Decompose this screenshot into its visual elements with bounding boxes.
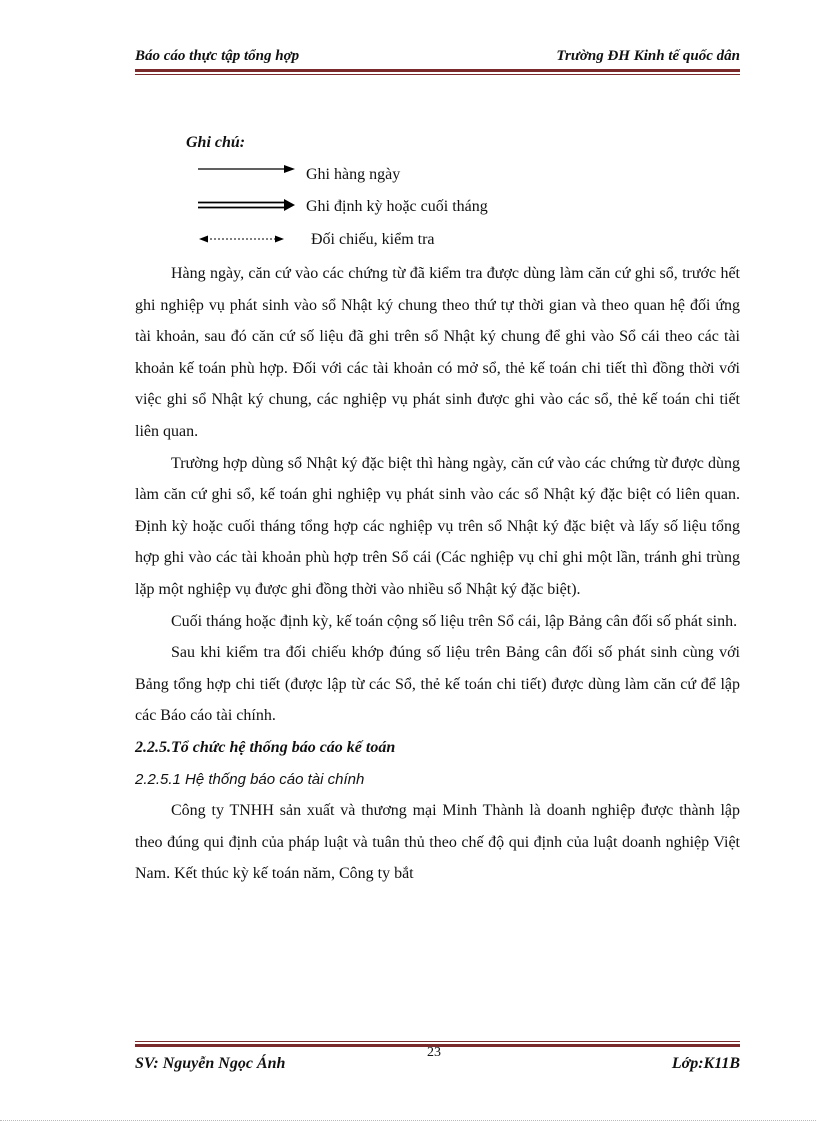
subsection-heading: 2.2.5.1 Hệ thống báo cáo tài chính xyxy=(135,770,365,788)
legend-item-periodic: Ghi định kỳ hoặc cuối tháng xyxy=(306,198,488,215)
page-header xyxy=(135,48,740,68)
paragraph-5: Công ty TNHH sản xuất và thương mại Minh Thành là doanh nghiệp được thành lập theo đúng qui định của pháp luật và tuân thủ theo chế độ qui định của luật doanh nghiệp Việt Nam. Kết thúc kỳ kế toán năm, Công ty bắt xyxy=(135,802,740,883)
page-edge-divider xyxy=(0,1120,816,1121)
legend-title: Ghi chú: xyxy=(186,134,246,151)
page-number: 23 xyxy=(427,1045,441,1060)
header-university: Trường ĐH Kinh tế quốc dân xyxy=(556,48,740,64)
paragraph-2: Trường hợp dùng sổ Nhật ký đặc biệt thì hàng ngày, căn cứ vào các chứng từ được dùng làm căn cứ ghi sổ, kế toán ghi nghiệp vụ phát sinh vào các sổ Nhật ký đặc biệt có liên quan. Định kỳ hoặc cuối tháng tổng hợp các nghiệp vụ trên sổ Nhật ký đặc biệt và lấy số liệu tổng hợp ghi vào các tài khoản phù hợp trên Sổ cái (Các nghiệp vụ chỉ ghi một lần, tránh ghi trùng lặp một nghiệp vụ được ghi đồng thời vào nhiều sổ Nhật ký đặc biệt). xyxy=(135,454,740,598)
header-report-title: Báo cáo thực tập tổng hợp xyxy=(135,48,300,64)
header-rule-thick xyxy=(135,69,740,72)
section-heading: 2.2.5.Tổ chức hệ thống báo cáo kế toán xyxy=(135,738,396,756)
header-rule-thin xyxy=(135,74,740,75)
paragraph-3: Cuối tháng hoặc định kỳ, kế toán cộng số liệu trên Sổ cái, lập Bảng cân đối số phát sinh. xyxy=(171,612,738,630)
solid-arrow-icon xyxy=(198,162,298,176)
dotted-double-arrow-icon xyxy=(198,232,298,246)
legend-item-reconcile: Đối chiếu, kiểm tra xyxy=(311,231,435,248)
paragraph-1: Hàng ngày, căn cứ vào các chứng từ đã kiểm tra được dùng làm căn cứ ghi sổ, trước hết ghi nghiệp vụ phát sinh vào sổ Nhật ký chung theo thứ tự thời gian và theo quan hệ đối ứng tài khoản, sau đó căn cứ số liệu đã ghi trên sổ Nhật ký chung để ghi vào Sổ cái theo các tài khoản kế toán phù hợp. Đối với các tài khoản có mở sổ, thẻ kế toán chi tiết thì đồng thời với việc ghi sổ Nhật ký chung, các nghiệp vụ phát sinh được ghi vào các sổ, thẻ kế toán chi tiết liên quan. xyxy=(135,265,740,440)
footer-rule-thin xyxy=(135,1041,740,1042)
legend-item-daily: Ghi hàng ngày xyxy=(306,166,401,183)
paragraph-4: Sau khi kiểm tra đối chiếu khớp đúng số liệu trên Bảng cân đối số phát sinh cùng với Bảng tổng hợp chi tiết (được lập từ các Sổ, thẻ kế toán chi tiết) được dùng làm căn cứ để lập các Báo cáo tài chính. xyxy=(135,644,740,725)
footer-class: Lớp:K11B xyxy=(671,1055,740,1072)
double-arrow-icon xyxy=(198,198,298,212)
body-text xyxy=(135,258,740,890)
footer-student: SV: Nguyễn Ngọc Ánh xyxy=(135,1055,286,1072)
page-footer xyxy=(135,1045,740,1075)
